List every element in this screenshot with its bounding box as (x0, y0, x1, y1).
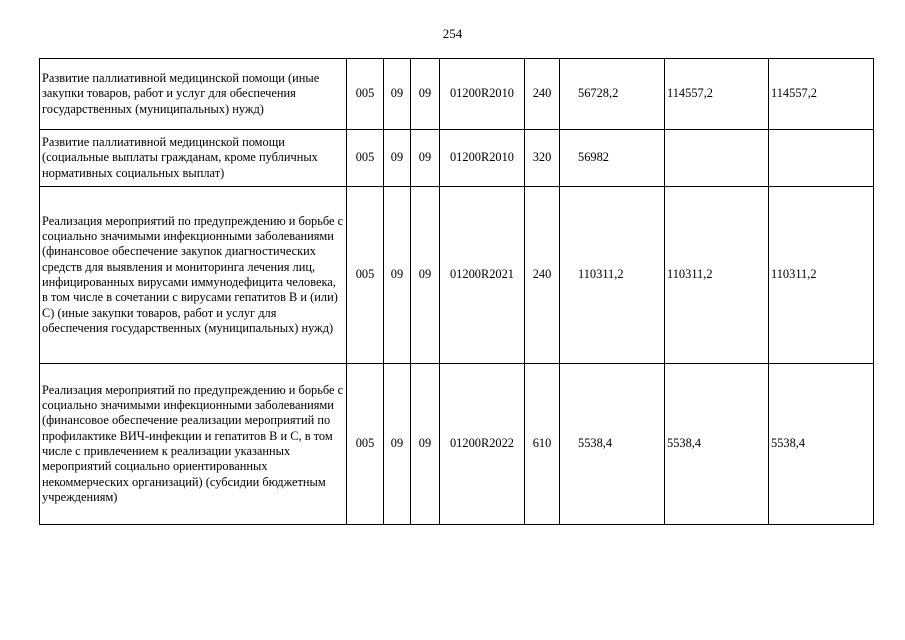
subsection-code: 09 (411, 130, 440, 187)
target-article-code: 01200R2010 (440, 130, 525, 187)
amount-year-3: 5538,4 (769, 364, 874, 525)
ministry-code: 005 (347, 364, 384, 525)
target-article-code: 01200R2022 (440, 364, 525, 525)
subsection-code: 09 (411, 187, 440, 364)
expense-type-code: 610 (525, 364, 560, 525)
section-code: 09 (384, 130, 411, 187)
amount-year-3: 114557,2 (769, 59, 874, 130)
table-row (40, 130, 874, 187)
subsection-code: 09 (411, 59, 440, 130)
amount-year-1: 110311,2 (560, 187, 665, 364)
amount-year-3: 110311,2 (769, 187, 874, 364)
amount-year-2 (665, 130, 769, 187)
amount-year-2: 5538,4 (665, 364, 769, 525)
expense-type-code: 240 (525, 59, 560, 130)
page-number: 254 (442, 26, 463, 41)
expense-type-code: 240 (525, 187, 560, 364)
table-row (40, 59, 874, 130)
target-article-code: 01200R2010 (440, 59, 525, 130)
amount-year-2: 110311,2 (665, 187, 769, 364)
target-article-code: 01200R2021 (440, 187, 525, 364)
amount-year-3 (769, 130, 874, 187)
ministry-code: 005 (347, 59, 384, 130)
amount-year-1: 56982 (560, 130, 665, 187)
section-code: 09 (384, 364, 411, 525)
amount-year-1: 56728,2 (560, 59, 665, 130)
row-description: Развитие паллиативной медицинской помощи (социальные выплаты гражданам, кроме публичных нормативных социальных выплат) (40, 130, 347, 187)
amount-year-1: 5538,4 (560, 364, 665, 525)
ministry-code: 005 (347, 187, 384, 364)
expense-type-code: 320 (525, 130, 560, 187)
table-row (40, 364, 874, 525)
section-code: 09 (384, 187, 411, 364)
row-description: Реализация мероприятий по предупреждению и борьбе с социально значимыми инфекционными заболеваниями (финансовое обеспечение реализации мероприятий по профилактике ВИЧ-инфекции и гепатитов В и С, в том числе с привлечением к реализации указанных мероприятий социально ориентированных некоммерческих организаций) (субсидии бюджетным учреждениям) (40, 364, 347, 525)
ministry-code: 005 (347, 130, 384, 187)
amount-year-2: 114557,2 (665, 59, 769, 130)
table-row (40, 187, 874, 364)
row-description: Развитие паллиативной медицинской помощи (иные закупки товаров, работ и услуг для обеспечения государственных (муниципальных) нужд) (40, 59, 347, 130)
subsection-code: 09 (411, 364, 440, 525)
row-description: Реализация мероприятий по предупреждению и борьбе с социально значимыми инфекционными заболеваниями (финансовое обеспечение закупок диагностических средств для выявления и мониторинга лечения лиц, инфицированных вирусами иммунодефицита человека, в том числе в сочетании с вирусами гепатитов В и (или) С) (иные закупки товаров, работ и услуг для обеспечения государственных (муниципальных) нужд) (40, 187, 347, 364)
budget-table (39, 58, 874, 525)
section-code: 09 (384, 59, 411, 130)
